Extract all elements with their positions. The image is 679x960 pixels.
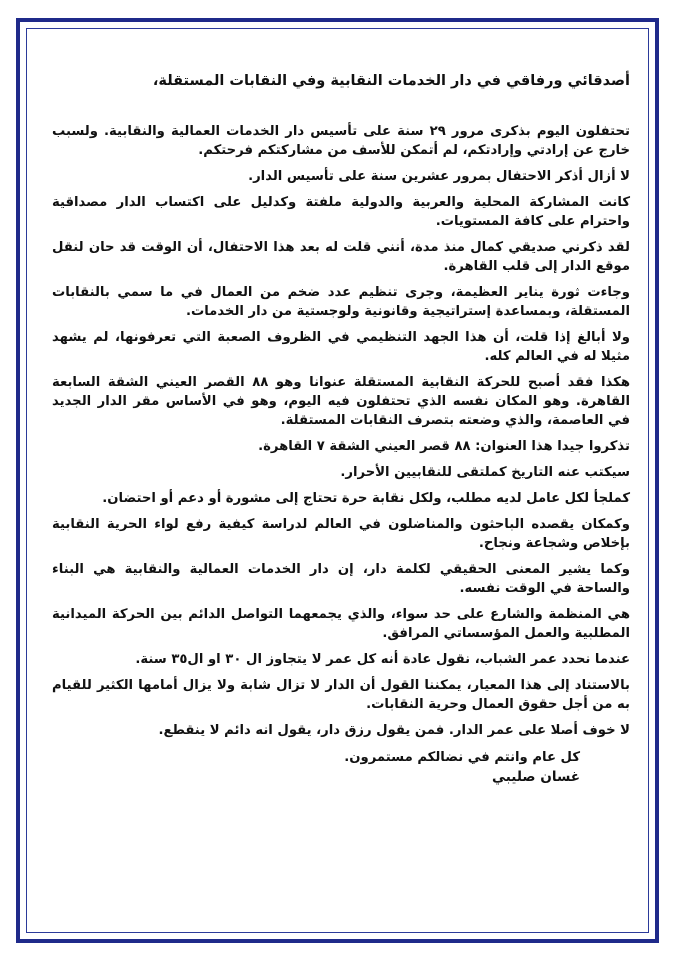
paragraph-organization-and-street: هي المنظمة والشارع على حد سواء، والذي يجمعهما التواصل الدائم بين الحركة الميدانية المطلبية والعمل المؤسساتي المرافق. <box>52 607 630 641</box>
paragraph-twenty-years: لا أزال أذكر الاحتفال بمرور عشرين سنة على تأسيس الدار. <box>248 169 630 184</box>
paragraph-participation: كانت المشاركة المحلية والعربية والدولية ملفتة وكدليل على اكتساب الدار مصداقية واحترام على كافة المستويات. <box>52 195 630 229</box>
paragraph-anniversary: تحتفلون اليوم بذكرى مرور ٢٩ سنة على تأسيس دار الخدمات العمالية والنقابية. ولسبب خارج عن إرادتي وإرادتكم، لم أتمكن للأسف من مشاركتكم فرحتكم. <box>52 124 630 158</box>
paragraph-youth-age: عندما نحدد عمر الشباب، نقول عادة أنه كل عمر لا يتجاوز ال ٣٠ او ال٣٥ سنة. <box>135 652 630 667</box>
paragraph-meaning-of-dar: وكما يشير المعنى الحقيقي لكلمة دار، إن دار الخدمات العمالية والنقابية هي البناء والساحة في الوقت نفسه. <box>52 562 630 596</box>
letter-greeting: أصدقائي ورفاقي في دار الخدمات النقابية وفي النقابات المستقلة، <box>152 73 630 89</box>
paragraph-organizing-effort: ولا أبالغ إذا قلت، أن هذا الجهد التنظيمي في الظروف الصعبة التي تعرفونها، لم يشهد مثيلا له في العالم كله. <box>52 330 630 364</box>
paragraph-researchers: وكمكان يقصده الباحثون والمناضلون في العالم لدراسة كيفية رفع لواء الحرية النقابية بإخلاص وشجاعة ونجاح. <box>52 517 630 551</box>
paragraph-criterion: بالاستناد إلى هذا المعيار، يمكننا القول أن الدار لا تزال شابة ولا يزال أمامها الكثير للقيام به من أجل حقوق العمال وحرية النقابات. <box>52 678 630 712</box>
paragraph-no-fear: لا خوف أصلا على عمر الدار. فمن يقول رزق دار، يقول انه دائم لا ينقطع. <box>158 723 630 738</box>
letter-closing <box>52 748 630 767</box>
letter-body <box>52 70 630 787</box>
paragraph-january-revolution: وجاءت ثورة يناير العظيمة، وجرى تنظيم عدد ضخم من العمال في ما سمي بالنقابات المستقلة، وبمساعدة إستراتيجية وقانونية ولوجستية من دار الخدمات. <box>52 285 630 319</box>
paragraph-refuge: كملجأ لكل عامل لديه مطلب، ولكل نقابة حرة تحتاج إلى مشورة أو دعم أو احتضان. <box>102 491 630 506</box>
signature-name: غسان صليبي <box>492 769 581 785</box>
paragraph-remember-address: تذكروا جيدا هذا العنوان: ٨٨ قصر العيني الشقة ٧ القاهرة. <box>258 439 630 454</box>
paragraph-new-address: هكذا فقد أصبح للحركة النقابية المستقلة عنوانا وهو ٨٨ القصر العيني الشقة السابعة القاهرة. وهو المكان نفسه الذي تحتفلون فيه اليوم، وهو في الأساس مقر الدار الجديد في العاصمة، والذي وضعته بتصرف النقابات المستقلة. <box>52 375 630 428</box>
paragraph-kamal: لقد ذكرني صديقي كمال منذ مدة، أنني قلت له بعد هذا الاحتفال، أن الوقت قد حان لنقل موقع الدار إلى قلب القاهرة. <box>52 240 630 274</box>
closing-wish: كل عام وانتم في نضالكم مستمرون. <box>344 750 580 765</box>
paragraph-history: سيكتب عنه التاريخ كملتقى للنقابيين الأحرار. <box>340 465 630 480</box>
